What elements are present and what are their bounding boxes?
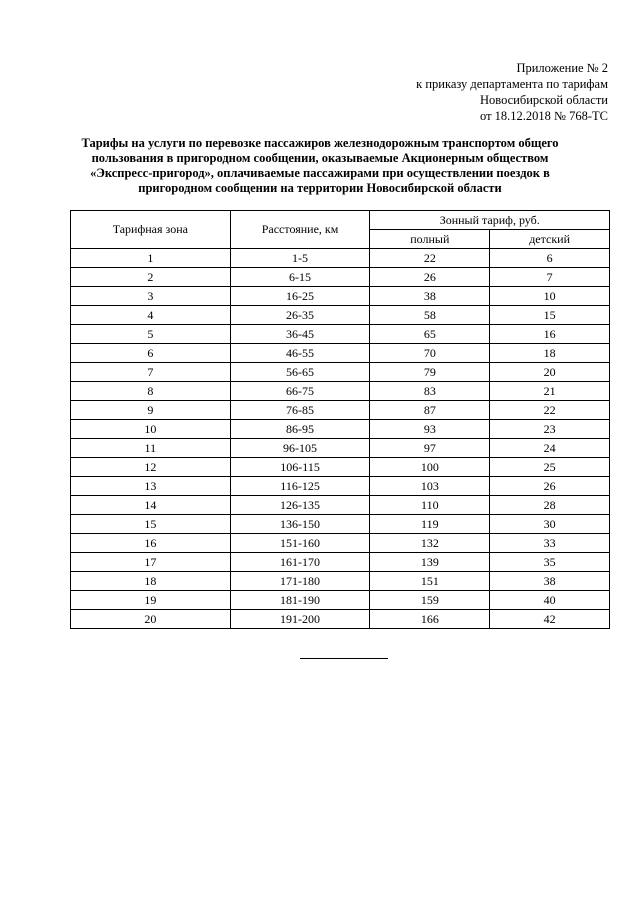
cell-child: 35 (490, 553, 610, 572)
cell-zone: 10 (71, 420, 231, 439)
cell-child: 30 (490, 515, 610, 534)
cell-distance: 6-15 (230, 268, 370, 287)
header-tariff: Зонный тариф, руб. (370, 211, 610, 230)
cell-child: 6 (490, 249, 610, 268)
header-zone: Тарифная зона (71, 211, 231, 249)
cell-child: 22 (490, 401, 610, 420)
cell-full: 119 (370, 515, 490, 534)
table-row (71, 382, 610, 401)
cell-distance: 66-75 (230, 382, 370, 401)
cell-full: 65 (370, 325, 490, 344)
cell-zone: 9 (71, 401, 231, 420)
cell-child: 33 (490, 534, 610, 553)
cell-child: 38 (490, 572, 610, 591)
cell-full: 110 (370, 496, 490, 515)
cell-distance: 181-190 (230, 591, 370, 610)
cell-zone: 1 (71, 249, 231, 268)
cell-child: 42 (490, 610, 610, 629)
cell-zone: 8 (71, 382, 231, 401)
cell-distance: 1-5 (230, 249, 370, 268)
cell-zone: 12 (71, 458, 231, 477)
cell-child: 26 (490, 477, 610, 496)
cell-child: 25 (490, 458, 610, 477)
table-row (71, 268, 610, 287)
title-line-2: пользования в пригородном сообщении, оказываемые Акционерным обществом (91, 151, 549, 165)
title-line-1: Тарифы на услуги по перевозке пассажиров железнодорожным транспортом общего (81, 136, 559, 150)
appendix-line-3: Новосибирской области (479, 93, 608, 107)
cell-distance: 56-65 (230, 363, 370, 382)
title-line-4: пригородном сообщении на территории Новосибирской области (138, 181, 502, 195)
appendix-line-2: к приказу департамента по тарифам (416, 77, 608, 91)
cell-full: 139 (370, 553, 490, 572)
cell-distance: 116-125 (230, 477, 370, 496)
cell-child: 24 (490, 439, 610, 458)
header-distance: Расстояние, км (230, 211, 370, 249)
cell-distance: 76-85 (230, 401, 370, 420)
table-row (71, 515, 610, 534)
appendix-block (416, 60, 608, 124)
cell-distance: 126-135 (230, 496, 370, 515)
header-child: детский (490, 230, 610, 249)
cell-zone: 15 (71, 515, 231, 534)
cell-zone: 6 (71, 344, 231, 363)
table-row (71, 439, 610, 458)
cell-child: 10 (490, 287, 610, 306)
cell-zone: 17 (71, 553, 231, 572)
table-row (71, 401, 610, 420)
cell-distance: 106-115 (230, 458, 370, 477)
footer-divider (300, 658, 388, 659)
table-row (71, 287, 610, 306)
appendix-line-1: Приложение № 2 (516, 61, 608, 75)
cell-distance: 191-200 (230, 610, 370, 629)
cell-full: 70 (370, 344, 490, 363)
cell-full: 166 (370, 610, 490, 629)
cell-full: 100 (370, 458, 490, 477)
cell-child: 20 (490, 363, 610, 382)
cell-child: 40 (490, 591, 610, 610)
cell-distance: 151-160 (230, 534, 370, 553)
table-row (71, 591, 610, 610)
cell-full: 151 (370, 572, 490, 591)
cell-distance: 136-150 (230, 515, 370, 534)
table-row (71, 363, 610, 382)
cell-zone: 19 (71, 591, 231, 610)
cell-distance: 36-45 (230, 325, 370, 344)
cell-full: 132 (370, 534, 490, 553)
cell-distance: 161-170 (230, 553, 370, 572)
table-row (71, 572, 610, 591)
cell-child: 23 (490, 420, 610, 439)
appendix-line-4: от 18.12.2018 № 768-ТС (480, 109, 608, 123)
table-row (71, 496, 610, 515)
tariff-table-body (71, 249, 610, 629)
cell-zone: 7 (71, 363, 231, 382)
cell-full: 38 (370, 287, 490, 306)
cell-full: 93 (370, 420, 490, 439)
cell-child: 7 (490, 268, 610, 287)
cell-zone: 13 (71, 477, 231, 496)
tariff-table (70, 210, 610, 629)
cell-full: 26 (370, 268, 490, 287)
cell-zone: 20 (71, 610, 231, 629)
cell-zone: 16 (71, 534, 231, 553)
cell-full: 58 (370, 306, 490, 325)
cell-distance: 26-35 (230, 306, 370, 325)
cell-distance: 171-180 (230, 572, 370, 591)
cell-full: 87 (370, 401, 490, 420)
cell-zone: 2 (71, 268, 231, 287)
cell-zone: 18 (71, 572, 231, 591)
title-line-3: «Экспресс-пригород», оплачиваемые пассажирами при осуществлении поездок в (90, 166, 550, 180)
cell-full: 97 (370, 439, 490, 458)
table-row (71, 553, 610, 572)
cell-child: 18 (490, 344, 610, 363)
cell-full: 79 (370, 363, 490, 382)
cell-zone: 11 (71, 439, 231, 458)
cell-full: 83 (370, 382, 490, 401)
table-row (71, 534, 610, 553)
cell-distance: 86-95 (230, 420, 370, 439)
table-row (71, 458, 610, 477)
table-row (71, 325, 610, 344)
cell-distance: 96-105 (230, 439, 370, 458)
cell-child: 15 (490, 306, 610, 325)
table-row (71, 344, 610, 363)
cell-child: 16 (490, 325, 610, 344)
cell-distance: 16-25 (230, 287, 370, 306)
cell-zone: 5 (71, 325, 231, 344)
cell-child: 28 (490, 496, 610, 515)
header-full: полный (370, 230, 490, 249)
cell-child: 21 (490, 382, 610, 401)
table-row (71, 477, 610, 496)
cell-full: 159 (370, 591, 490, 610)
table-row (71, 420, 610, 439)
table-row (71, 610, 610, 629)
cell-zone: 14 (71, 496, 231, 515)
cell-distance: 46-55 (230, 344, 370, 363)
cell-full: 22 (370, 249, 490, 268)
cell-full: 103 (370, 477, 490, 496)
table-row (71, 306, 610, 325)
table-row (71, 249, 610, 268)
document-title (60, 136, 580, 196)
cell-zone: 4 (71, 306, 231, 325)
cell-zone: 3 (71, 287, 231, 306)
